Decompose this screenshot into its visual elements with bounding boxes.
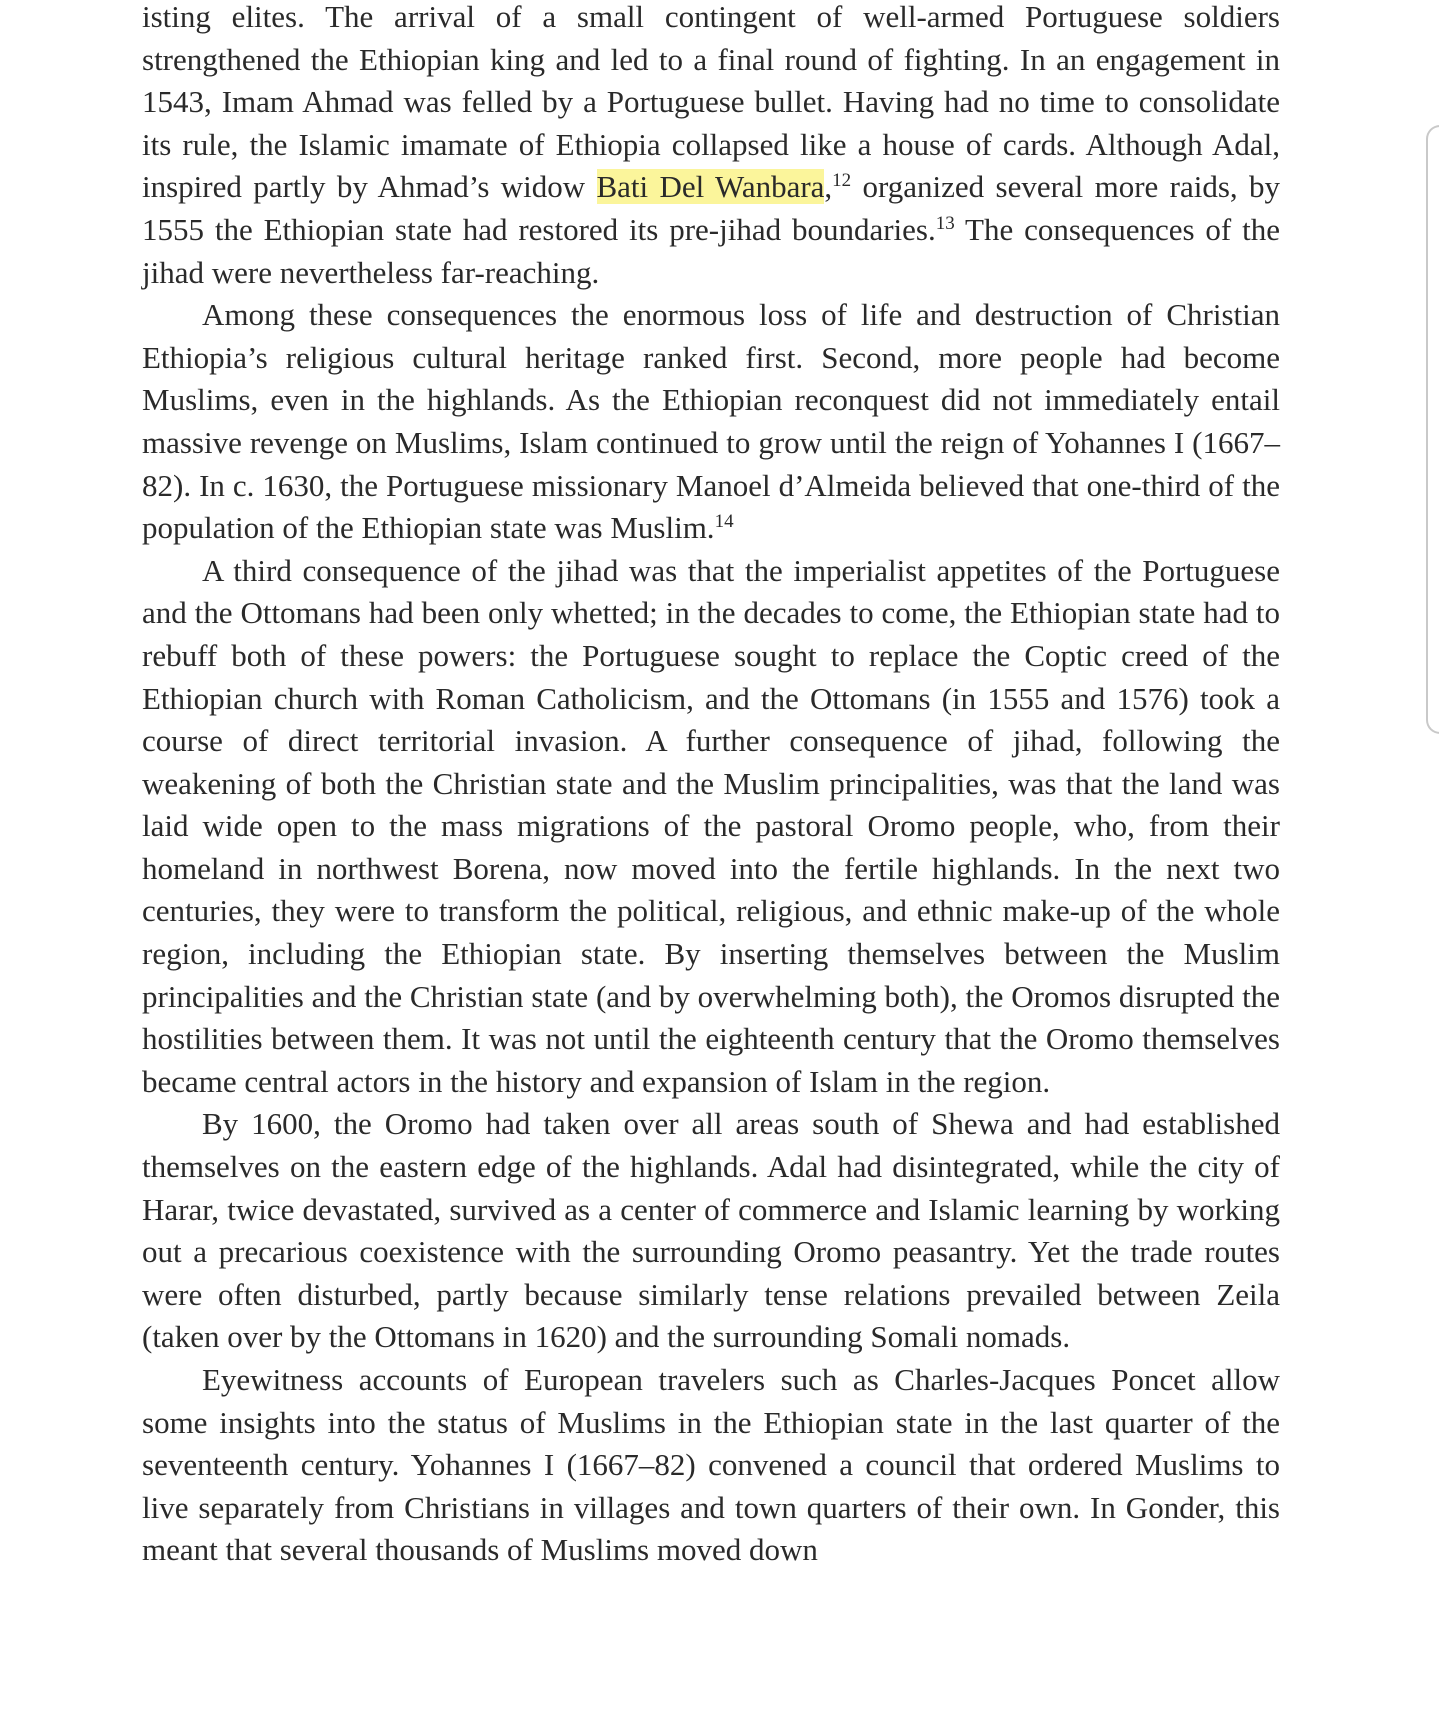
edge-panel-handle[interactable] (1426, 125, 1439, 734)
text-run: A third consequence of the jihad was that the imperialist appetites of the Portuguese and the Ottomans had been only whetted; in the decades to come, the Ethiopian state had to rebuff both of these powers: the Portuguese sought to replace the Coptic creed of the Ethiopian church with Roman Catholicism, and the Ottomans (in 1555 and 1576) took a course of direct territorial invasion. A further consequence of jihad, following the weakening of both the Christian state and the Muslim principalities, was that the land was laid wide open to the mass migrations of the pastoral Oromo people, who, from their homeland in northwest Borena, now moved into the fertile highlands. In the next two centuries, they were to transform the political, religious, and ethnic make-up of the whole region, including the Ethiopian state. By inserting themselves between the Muslim principalities and the Christian state (and by overwhelming both), the Oromos disrupted the hostilities between them. It was not until the eighteenth century that the Oromo themselves became central actors in the history and expansion of Islam in the region. (142, 552, 1280, 1099)
paragraph (142, 1103, 1280, 1359)
footnote-ref: 12 (832, 170, 852, 192)
paragraph (142, 550, 1280, 1104)
text-run: , (824, 169, 833, 205)
paragraph (142, 1359, 1280, 1572)
footnote-ref: 13 (935, 212, 955, 234)
text-run: organized several more raids, by 1555 the Ethiopian state had restored its pre-jihad boundaries. (142, 169, 1281, 247)
highlighted-text: Bati Del Wanbara (596, 169, 825, 205)
text-run: Among these consequences the enormous loss of life and destruction of Christian Ethiopia’s religious cultural heritage ranked first. Second, more people had become Muslims, even in the highlands. As the Ethiopian reconquest did not immediately entail massive revenge on Muslims, Islam continued to grow until the reign of Yohannes I (1667–82). In c. 1630, the Portuguese missionary Manoel d’Almeida believed that one-third of the population of the Ethiopian state was Muslim. (142, 297, 1280, 546)
document-page (142, 0, 1280, 1572)
text-run: isting elites. The arrival of a small contingent of well-armed Portuguese soldiers strengthened the Ethiopian king and led to a final round of fighting. In an engagement in 1543, Imam Ahmad was felled by a Portuguese bullet. Having had no time to consolidate its rule, the Islamic imamate of Ethiopia collapsed like a house of cards. Although Adal, inspired partly by Ahmad’s widow (142, 0, 1280, 205)
text-run: The consequences of the jihad were nevertheless far-reaching. (142, 211, 1280, 290)
footnote-ref: 14 (714, 511, 734, 533)
text-run: By 1600, the Oromo had taken over all areas south of Shewa and had established themselves on the eastern edge of the highlands. Adal had disintegrated, while the city of Harar, twice devastated, survived as a center of commerce and Islamic learning by working out a precarious coexistence with the surrounding Oromo peasantry. Yet the trade routes were often disturbed, partly because similarly tense relations prevailed between Zeila (taken over by the Ottomans in 1620) and the surrounding Somali nomads. (142, 1106, 1280, 1355)
text-run: Eyewitness accounts of European travelers such as Charles-Jacques Poncet allow some insights into the status of Muslims in the Ethiopian state in the last quarter of the seventeenth century. Yohannes I (1667–82) convened a council that ordered Muslims to live separately from Christians in villages and town quarters of their own. In Gonder, this meant that several thousands of Muslims moved down (142, 1362, 1280, 1568)
paragraph (142, 294, 1280, 550)
paragraph (142, 0, 1280, 294)
